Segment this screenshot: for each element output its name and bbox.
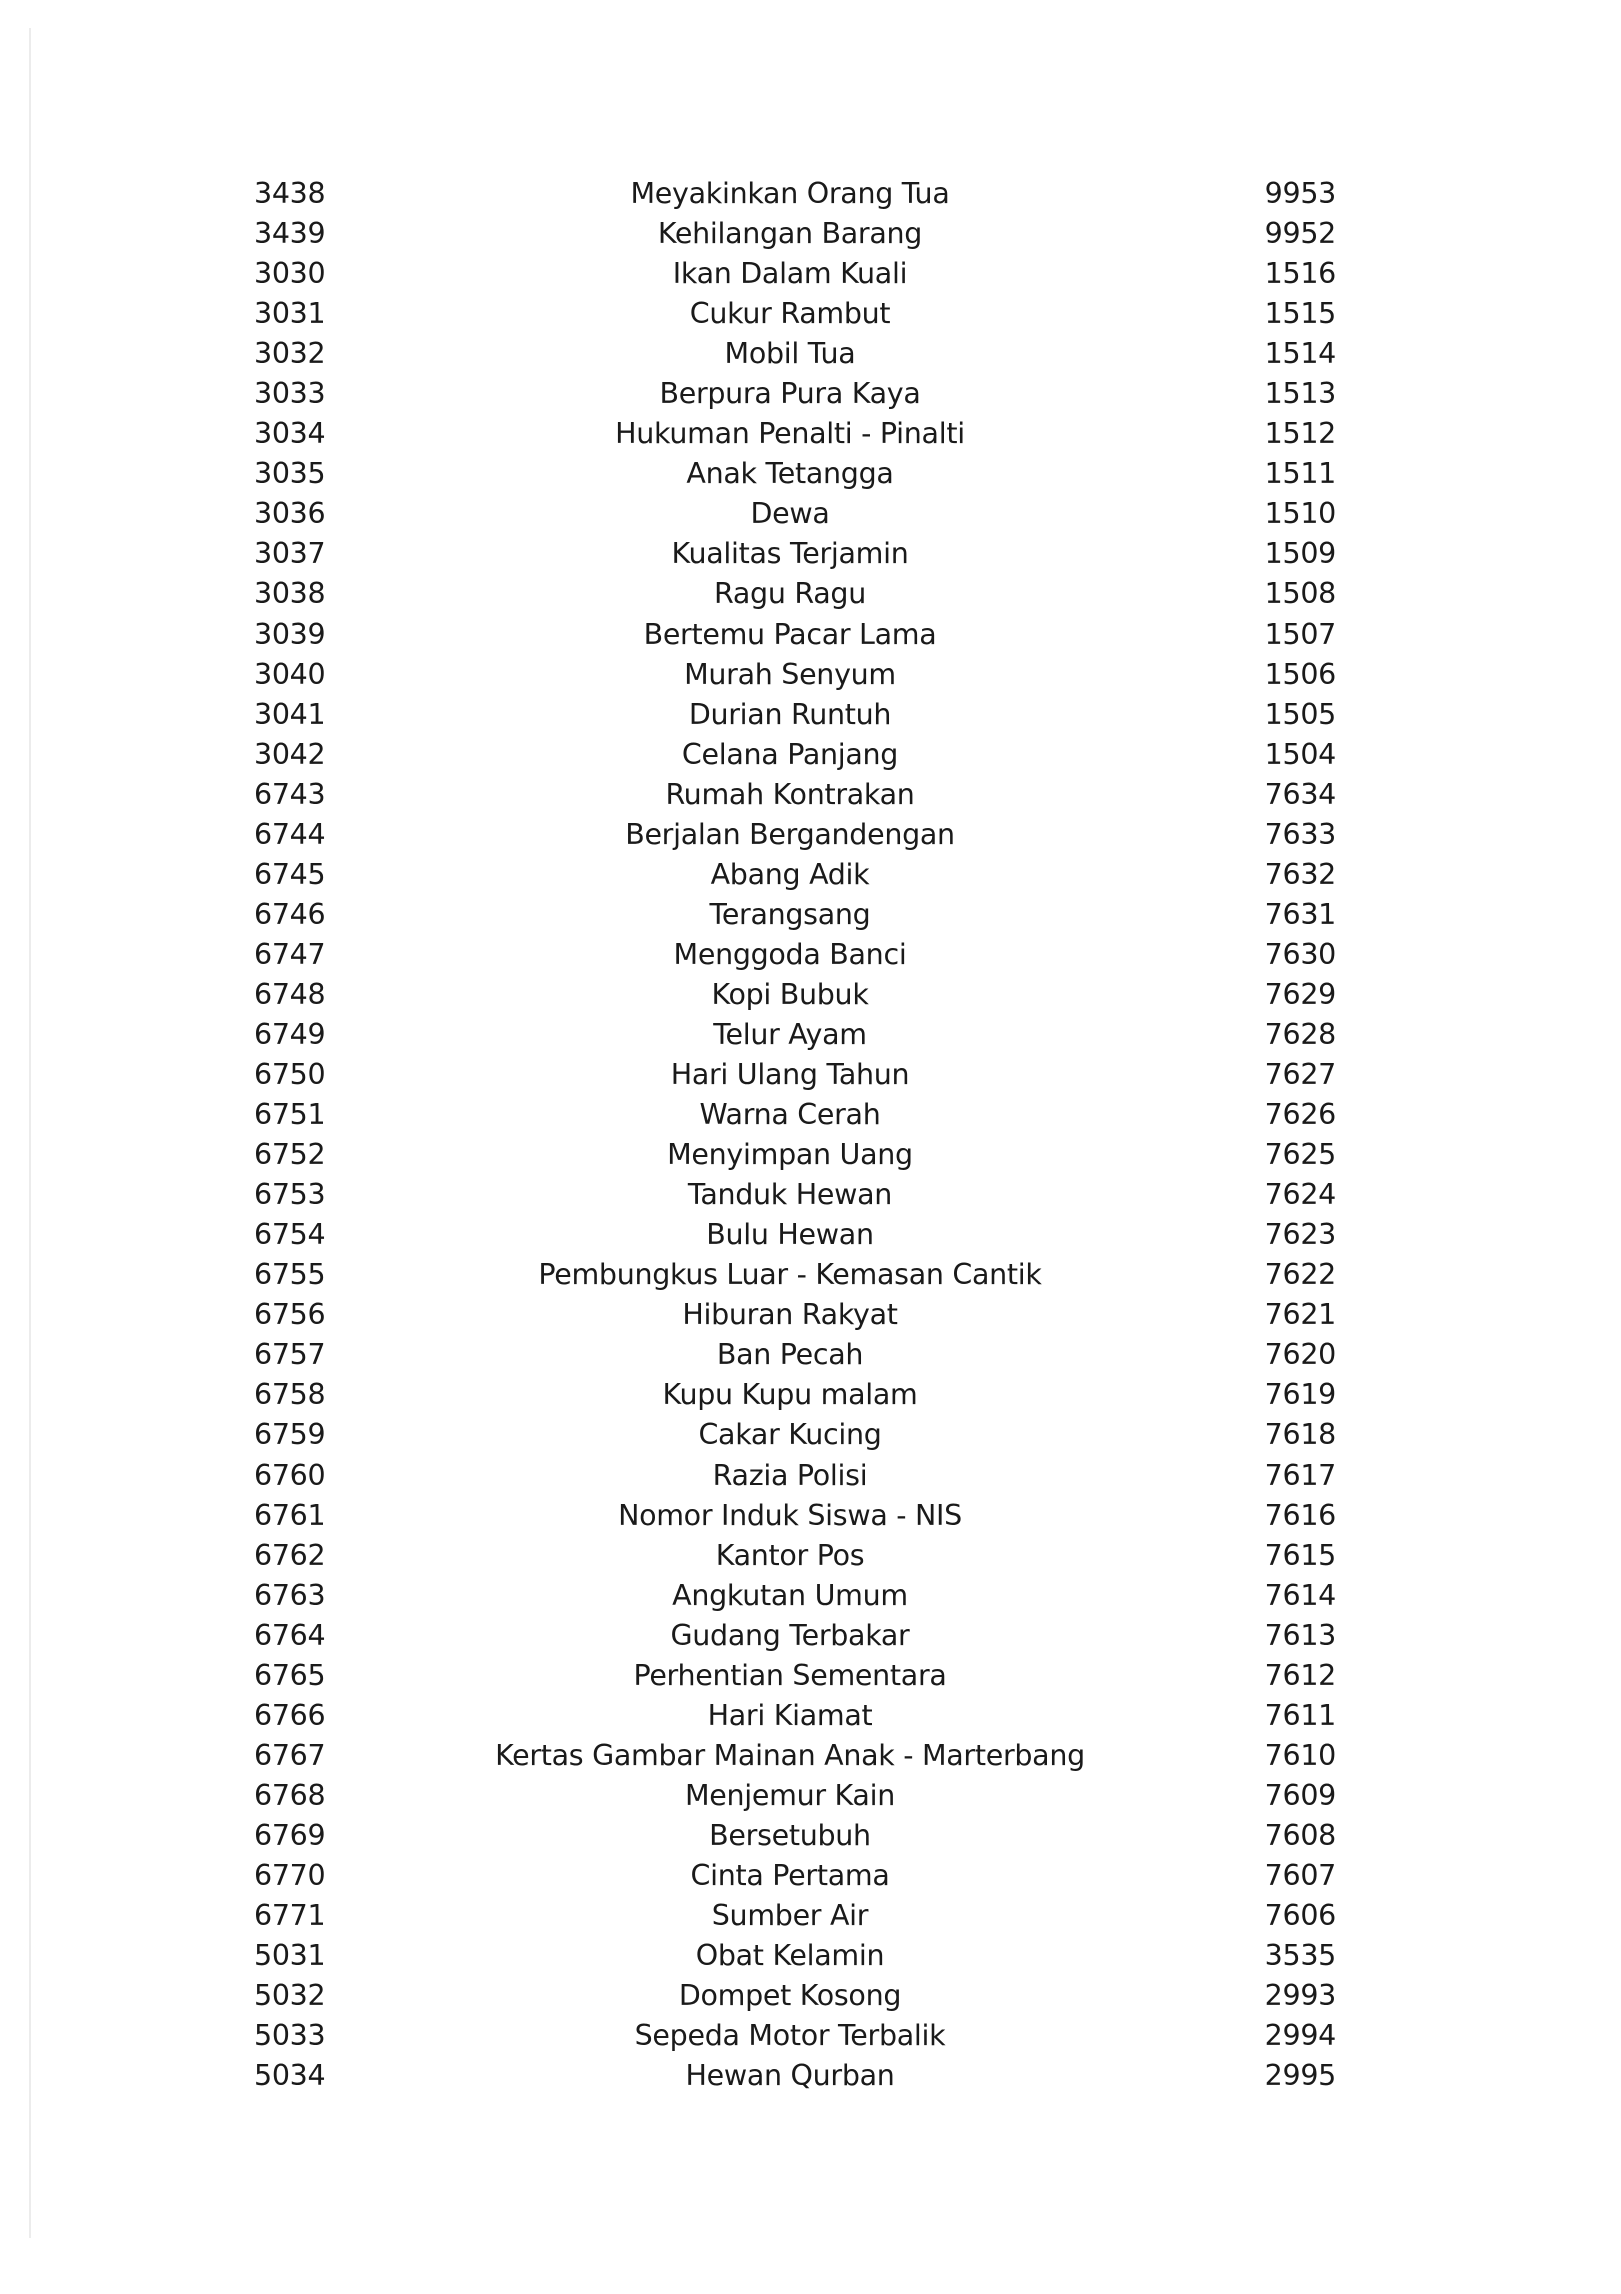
row-code: 3042 [254,737,326,771]
row-number: 7629 [1264,977,1336,1011]
row-code: 3038 [254,577,326,611]
row-code: 6750 [254,1058,326,1092]
row-code: 6767 [254,1738,326,1772]
table-row [0,1055,1621,1095]
row-code: 6755 [254,1258,326,1292]
table-row [0,1896,1621,1936]
row-title: Hukuman Penalti - Pinalti [615,417,965,451]
table-row [0,935,1621,975]
row-number: 7630 [1264,937,1336,971]
row-title: Gudang Terbakar [670,1618,910,1652]
row-code: 6753 [254,1178,326,1212]
row-code: 5032 [254,1979,326,2013]
table-row [0,735,1621,775]
table-row [0,254,1621,294]
row-title: Cukur Rambut [689,297,891,331]
row-number: 7619 [1264,1378,1336,1412]
row-code: 3438 [254,177,326,210]
table-row [0,1215,1621,1255]
table-row [0,1576,1621,1616]
row-number: 7608 [1264,1818,1336,1852]
row-number: 7623 [1264,1218,1336,1252]
row-title: Razia Polisi [712,1458,868,1492]
table-row [0,2016,1621,2056]
table-row [0,1335,1621,1375]
row-number: 7628 [1264,1017,1336,1051]
row-number: 7626 [1264,1098,1336,1132]
row-code: 3439 [254,217,326,251]
table-row [0,975,1621,1015]
row-number: 1511 [1264,457,1336,491]
row-number: 7631 [1264,897,1336,931]
row-title: Cakar Kucing [698,1418,882,1452]
row-code: 6764 [254,1618,326,1652]
row-number: 9952 [1264,217,1336,251]
row-title: Hari Ulang Tahun [670,1058,910,1092]
row-title: Bulu Hewan [706,1218,874,1252]
row-title: Warna Cerah [699,1098,881,1132]
table-row [0,1135,1621,1175]
table-row [0,1456,1621,1496]
table-row [0,1375,1621,1415]
row-title: Dompet Kosong [678,1979,902,2013]
row-code: 6745 [254,857,326,891]
row-number: 1515 [1264,297,1336,331]
row-code: 6743 [254,777,326,811]
row-number: 7606 [1264,1899,1336,1933]
table-row [0,815,1621,855]
row-number: 1506 [1264,657,1336,691]
row-number: 1510 [1264,497,1336,531]
row-title: Bertemu Pacar Lama [643,617,937,651]
row-title: Kualitas Terjamin [671,537,909,571]
row-number: 7621 [1264,1298,1336,1332]
row-code: 6765 [254,1658,326,1692]
table-row [0,574,1621,614]
row-number: 7612 [1264,1658,1336,1692]
row-code: 6748 [254,977,326,1011]
row-number: 7607 [1264,1858,1336,1892]
row-code: 6756 [254,1298,326,1332]
table-row [0,1415,1621,1455]
row-title: Berpura Pura Kaya [659,377,921,411]
row-title: Hari Kiamat [707,1698,873,1732]
table-row [0,1496,1621,1536]
row-title: Menyimpan Uang [667,1138,913,1172]
row-code: 3032 [254,337,326,371]
table-row [0,374,1621,414]
row-number: 7627 [1264,1058,1336,1092]
row-number: 1514 [1264,337,1336,371]
row-title: Ikan Dalam Kuali [672,257,908,291]
row-code: 3030 [254,257,326,291]
row-code: 6744 [254,817,326,851]
row-code: 3039 [254,617,326,651]
row-code: 6771 [254,1899,326,1933]
table-row [0,334,1621,374]
row-number: 7611 [1264,1698,1336,1732]
row-code: 3033 [254,377,326,411]
row-title: Mobil Tua [724,337,856,371]
row-title: Kertas Gambar Mainan Anak - Marterbang [495,1738,1085,1772]
row-number: 2993 [1264,1979,1336,2013]
row-number: 1512 [1264,417,1336,451]
table-row [0,1095,1621,1135]
row-code: 5034 [254,2059,326,2093]
row-title: Kantor Pos [715,1538,865,1572]
row-code: 6747 [254,937,326,971]
row-title: Murah Senyum [684,657,896,691]
table-row [0,1295,1621,1335]
table-row [0,1976,1621,2016]
row-number: 7614 [1264,1578,1336,1612]
row-title: Nomor Induk Siswa - NIS [618,1498,962,1532]
table-row [0,294,1621,334]
table-row [0,1656,1621,1696]
row-number: 2995 [1264,2059,1336,2093]
row-code: 3035 [254,457,326,491]
table-row [0,775,1621,815]
row-number: 7622 [1264,1258,1336,1292]
row-title: Perhentian Sementara [633,1658,947,1692]
row-title: Kupu Kupu malam [662,1378,918,1412]
row-code: 6757 [254,1338,326,1372]
row-code: 6754 [254,1218,326,1252]
row-title: Ragu Ragu [714,577,866,611]
row-code: 6761 [254,1498,326,1532]
table-row [0,494,1621,534]
row-number: 1504 [1264,737,1336,771]
row-code: 3031 [254,297,326,331]
row-title: Menjemur Kain [685,1778,895,1812]
table-row [0,174,1621,214]
row-code: 6759 [254,1418,326,1452]
row-title: Celana Panjang [681,737,899,771]
row-number: 2994 [1264,2019,1336,2053]
row-title: Tanduk Hewan [687,1178,893,1212]
row-number: 1507 [1264,617,1336,651]
row-number: 7617 [1264,1458,1336,1492]
table-row [0,1856,1621,1896]
row-title: Sumber Air [711,1899,869,1933]
row-title: Sepeda Motor Terbalik [634,2019,946,2053]
table-row [0,1936,1621,1976]
row-code: 6749 [254,1017,326,1051]
row-number: 1508 [1264,577,1336,611]
row-code: 6763 [254,1578,326,1612]
row-code: 6762 [254,1538,326,1572]
table-row [0,1696,1621,1736]
row-code: 6758 [254,1378,326,1412]
row-number: 7625 [1264,1138,1336,1172]
row-number: 7620 [1264,1338,1336,1372]
row-number: 1513 [1264,377,1336,411]
row-code: 5031 [254,1939,326,1973]
row-title: Obat Kelamin [695,1939,885,1973]
row-number: 7632 [1264,857,1336,891]
table-row [0,1015,1621,1055]
row-title: Kehilangan Barang [657,217,923,251]
row-number: 7610 [1264,1738,1336,1772]
table-row [0,1536,1621,1576]
row-title: Berjalan Bergandengan [625,817,955,851]
table-row [0,1255,1621,1295]
row-title: Menggoda Banci [673,937,907,971]
table-row [0,2056,1621,2096]
row-title: Kopi Bubuk [711,977,869,1011]
row-code: 3037 [254,537,326,571]
row-title: Hiburan Rakyat [682,1298,898,1332]
row-code: 3036 [254,497,326,531]
table-row [0,1616,1621,1656]
row-code: 6770 [254,1858,326,1892]
row-number: 7616 [1264,1498,1336,1532]
row-title: Durian Runtuh [688,697,892,731]
row-code: 6766 [254,1698,326,1732]
table-row [0,414,1621,454]
row-code: 5033 [254,2019,326,2053]
table-row [0,895,1621,935]
row-code: 6769 [254,1818,326,1852]
table-row [0,1816,1621,1856]
row-code: 3034 [254,417,326,451]
row-number: 7613 [1264,1618,1336,1652]
row-number: 7615 [1264,1538,1336,1572]
row-number: 7634 [1264,777,1336,811]
row-number: 1516 [1264,257,1336,291]
row-title: Bersetubuh [709,1818,871,1852]
row-code: 6760 [254,1458,326,1492]
table-row [0,214,1621,254]
row-title: Hewan Qurban [685,2059,895,2093]
row-title: Telur Ayam [713,1017,867,1051]
table-row [0,655,1621,695]
row-title: Meyakinkan Orang Tua [630,177,950,210]
row-code: 3041 [254,697,326,731]
table-row [0,695,1621,735]
row-number: 1505 [1264,697,1336,731]
row-code: 6751 [254,1098,326,1132]
row-code: 6746 [254,897,326,931]
row-code: 6768 [254,1778,326,1812]
row-title: Angkutan Umum [672,1578,908,1612]
row-title: Dewa [750,497,830,531]
code-table [0,174,1621,2096]
row-code: 3040 [254,657,326,691]
row-number: 7633 [1264,817,1336,851]
table-row [0,534,1621,574]
row-number: 1509 [1264,537,1336,571]
row-title: Ban Pecah [716,1338,864,1372]
table-row [0,1175,1621,1215]
row-code: 6752 [254,1138,326,1172]
row-title: Cinta Pertama [690,1858,890,1892]
row-title: Pembungkus Luar - Kemasan Cantik [538,1258,1042,1292]
row-number: 7618 [1264,1418,1336,1452]
row-number: 7624 [1264,1178,1336,1212]
row-title: Anak Tetangga [686,457,894,491]
row-title: Abang Adik [710,857,870,891]
row-title: Rumah Kontrakan [665,777,915,811]
table-row [0,1736,1621,1776]
row-number: 3535 [1264,1939,1336,1973]
table-row [0,855,1621,895]
row-title: Terangsang [709,897,871,931]
table-row [0,454,1621,494]
row-number: 9953 [1264,177,1336,210]
table-row [0,1776,1621,1816]
row-number: 7609 [1264,1778,1336,1812]
table-row [0,615,1621,655]
